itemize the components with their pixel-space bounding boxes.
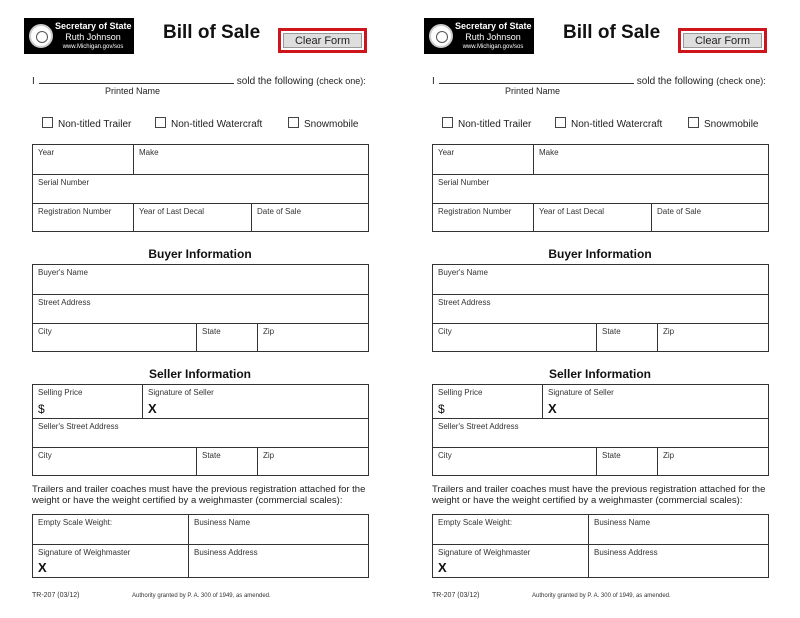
seller-table [32, 384, 369, 476]
seller-row-2 [33, 418, 368, 447]
vehicle-row-3 [33, 203, 368, 231]
field-label: Seller's Street Address [38, 422, 119, 431]
checkbox-snowmobile[interactable] [688, 117, 758, 130]
logo-agency: Secretary of State [55, 21, 132, 31]
empty-scale-weight-field[interactable] [33, 515, 188, 544]
business-address-field[interactable] [588, 545, 768, 577]
vehicle-table [32, 144, 369, 232]
seller-table [432, 384, 769, 476]
clear-form-button[interactable] [678, 28, 767, 53]
checkbox-label: Non-titled Watercraft [571, 119, 663, 130]
field-label: Serial Number [438, 178, 490, 187]
statement-hint: (check one): [716, 76, 766, 86]
field-label: State [202, 327, 221, 336]
serial-number-field[interactable] [33, 175, 368, 203]
buyer-state-field[interactable] [196, 324, 257, 351]
field-label: Year of Last Decal [139, 207, 205, 216]
field-label: Empty Scale Weight: [438, 518, 513, 527]
year-of-last-decal-field[interactable] [533, 204, 651, 231]
seller-street-field[interactable] [433, 419, 768, 447]
statement-prefix: I [32, 76, 35, 87]
weighmaster-row-1 [433, 515, 768, 544]
buyer-row-1 [33, 265, 368, 294]
logo-official: Ruth Johnson [465, 32, 521, 42]
dollar-sign: $ [438, 402, 445, 416]
field-label: State [602, 327, 621, 336]
statement-suffix: sold the following [636, 76, 714, 87]
serial-number-field[interactable] [433, 175, 768, 203]
buyer-row-1 [433, 265, 768, 294]
buyer-street-field[interactable] [33, 295, 368, 323]
authority-note: Authority granted by P. A. 300 of 1949, as amended. [532, 593, 671, 599]
checkbox-non-titled-watercraft[interactable] [555, 117, 662, 130]
make-field[interactable] [133, 145, 368, 174]
business-address-field[interactable] [188, 545, 368, 577]
checkbox-non-titled-trailer[interactable] [442, 117, 531, 130]
form-title: Bill of Sale [563, 22, 661, 43]
field-label: Zip [663, 451, 675, 460]
selling-price-field[interactable] [433, 385, 542, 418]
field-label: City [438, 327, 452, 336]
checkbox-box[interactable] [442, 117, 453, 128]
field-label: Selling Price [438, 388, 483, 397]
field-label: City [38, 327, 52, 336]
buyer-zip-field[interactable] [257, 324, 368, 351]
field-label: Business Address [194, 548, 258, 557]
logo-website: www.Michigan.gov/sos [62, 44, 124, 50]
clear-form-button[interactable] [278, 28, 367, 53]
checkbox-label: Non-titled Trailer [58, 119, 132, 130]
field-label: Buyer's Name [38, 268, 88, 277]
buyer-state-field[interactable] [596, 324, 657, 351]
printed-name-label: Printed Name [505, 86, 561, 96]
michigan-seal-icon [429, 24, 453, 48]
buyer-row-3 [33, 323, 368, 351]
checkbox-non-titled-watercraft[interactable] [155, 117, 262, 130]
field-label: Year [38, 148, 55, 157]
buyer-name-field[interactable] [33, 265, 368, 294]
field-label: Street Address [38, 298, 91, 307]
logo-agency: Secretary of State [455, 21, 532, 31]
field-label: Date of Sale [657, 207, 702, 216]
date-of-sale-field[interactable] [251, 204, 368, 231]
weighmaster-signature-field[interactable] [33, 545, 188, 577]
signature-x-mark: X [548, 401, 557, 416]
signature-x-mark: X [148, 401, 157, 416]
signature-x-mark: X [438, 560, 447, 575]
field-label: Year of Last Decal [539, 207, 605, 216]
weighmaster-note: Trailers and trailer coaches must have the previous registration attached for the weight or have the weight certified by a weighmaster (commercial scales): [32, 484, 366, 506]
buyer-street-field[interactable] [433, 295, 768, 323]
business-name-field[interactable] [588, 515, 768, 544]
weighmaster-row-1 [33, 515, 368, 544]
field-label: Business Address [594, 548, 658, 557]
seller-signature-field[interactable] [542, 385, 768, 418]
field-label: State [202, 451, 221, 460]
seller-row-2 [433, 418, 768, 447]
seller-heading: Seller Information [148, 367, 252, 381]
clear-form-label: Clear Form [683, 33, 762, 48]
seller-row-1 [433, 385, 768, 418]
field-label: Serial Number [38, 178, 90, 187]
printed-name-label: Printed Name [105, 86, 161, 96]
field-label: Zip [263, 327, 275, 336]
field-label: Signature of Weighmaster [38, 548, 131, 557]
weighmaster-table [32, 514, 369, 578]
sale-statement [32, 74, 366, 87]
authority-note: Authority granted by P. A. 300 of 1949, as amended. [132, 593, 271, 599]
field-label: Signature of Seller [148, 388, 214, 397]
sos-logo [24, 18, 134, 54]
printed-name-field[interactable] [39, 74, 234, 84]
field-label: City [438, 451, 452, 460]
weighmaster-signature-field[interactable] [433, 545, 588, 577]
statement-prefix: I [432, 76, 435, 87]
field-label: Buyer's Name [438, 268, 488, 277]
seller-row-1 [33, 385, 368, 418]
checkbox-label: Non-titled Watercraft [171, 119, 263, 130]
checkbox-box[interactable] [288, 117, 299, 128]
field-label: Empty Scale Weight: [38, 518, 113, 527]
vehicle-row-1 [33, 145, 368, 174]
make-field[interactable] [533, 145, 768, 174]
seller-row-3 [33, 447, 368, 475]
checkbox-box[interactable] [155, 117, 166, 128]
signature-x-mark: X [38, 560, 47, 575]
field-label: Business Name [594, 518, 651, 527]
selling-price-field[interactable] [33, 385, 142, 418]
field-label: Zip [663, 327, 675, 336]
buyer-heading: Buyer Information [148, 247, 252, 261]
field-label: Signature of Weighmaster [438, 548, 531, 557]
field-label: Registration Number [438, 207, 512, 216]
registration-number-field[interactable] [33, 204, 133, 231]
field-label: Street Address [438, 298, 491, 307]
form-number: TR-207 (03/12) [32, 592, 80, 599]
field-label: Seller's Street Address [438, 422, 519, 431]
bill-of-sale-form-right [400, 0, 800, 618]
seller-row-3 [433, 447, 768, 475]
weighmaster-note: Trailers and trailer coaches must have the previous registration attached for the weight or have the weight certified by a weighmaster (commercial scales): [432, 484, 766, 506]
year-field[interactable] [433, 145, 533, 174]
field-label: Selling Price [38, 388, 83, 397]
weighmaster-row-2 [433, 544, 768, 577]
checkbox-label: Non-titled Trailer [458, 119, 532, 130]
field-label: Business Name [194, 518, 251, 527]
seller-signature-field[interactable] [142, 385, 368, 418]
vehicle-table [432, 144, 769, 232]
vehicle-row-2 [433, 174, 768, 203]
field-label: State [602, 451, 621, 460]
clear-form-label: Clear Form [283, 33, 362, 48]
dollar-sign: $ [38, 402, 45, 416]
statement-suffix: sold the following [236, 76, 314, 87]
checkbox-non-titled-trailer[interactable] [42, 117, 131, 130]
buyer-city-field[interactable] [433, 324, 596, 351]
date-of-sale-field[interactable] [651, 204, 768, 231]
field-label: Make [139, 148, 159, 157]
printed-name-field[interactable] [439, 74, 634, 84]
business-name-field[interactable] [188, 515, 368, 544]
checkbox-box[interactable] [688, 117, 699, 128]
empty-scale-weight-field[interactable] [433, 515, 588, 544]
seller-state-field[interactable] [596, 448, 657, 475]
year-field[interactable] [33, 145, 133, 174]
michigan-seal-icon [29, 24, 53, 48]
weighmaster-table [432, 514, 769, 578]
checkbox-label: Snowmobile [704, 119, 759, 130]
buyer-name-field[interactable] [433, 265, 768, 294]
checkbox-label: Snowmobile [304, 119, 359, 130]
vehicle-row-1 [433, 145, 768, 174]
sos-logo [424, 18, 534, 54]
buyer-table [432, 264, 769, 352]
logo-website: www.Michigan.gov/sos [462, 44, 524, 50]
checkbox-box[interactable] [42, 117, 53, 128]
buyer-table [32, 264, 369, 352]
field-label: Signature of Seller [548, 388, 614, 397]
seller-zip-field[interactable] [657, 448, 768, 475]
buyer-city-field[interactable] [33, 324, 196, 351]
logo-official: Ruth Johnson [65, 32, 121, 42]
checkbox-box[interactable] [555, 117, 566, 128]
checkbox-snowmobile[interactable] [288, 117, 358, 130]
field-label: Date of Sale [257, 207, 302, 216]
seller-city-field[interactable] [433, 448, 596, 475]
field-label: Registration Number [38, 207, 112, 216]
buyer-row-3 [433, 323, 768, 351]
field-label: Zip [263, 451, 275, 460]
weighmaster-row-2 [33, 544, 368, 577]
buyer-row-2 [433, 294, 768, 323]
form-number: TR-207 (03/12) [432, 592, 480, 599]
seller-heading: Seller Information [548, 367, 652, 381]
field-label: Make [539, 148, 559, 157]
statement-hint: (check one): [316, 76, 366, 86]
field-label: City [38, 451, 52, 460]
seller-city-field[interactable] [33, 448, 196, 475]
registration-number-field[interactable] [433, 204, 533, 231]
vehicle-row-2 [33, 174, 368, 203]
seller-state-field[interactable] [196, 448, 257, 475]
sale-statement [432, 74, 766, 87]
form-title: Bill of Sale [163, 22, 261, 43]
year-of-last-decal-field[interactable] [133, 204, 251, 231]
buyer-row-2 [33, 294, 368, 323]
seller-zip-field[interactable] [257, 448, 368, 475]
buyer-zip-field[interactable] [657, 324, 768, 351]
buyer-heading: Buyer Information [548, 247, 652, 261]
vehicle-row-3 [433, 203, 768, 231]
seller-street-field[interactable] [33, 419, 368, 447]
field-label: Year [438, 148, 455, 157]
